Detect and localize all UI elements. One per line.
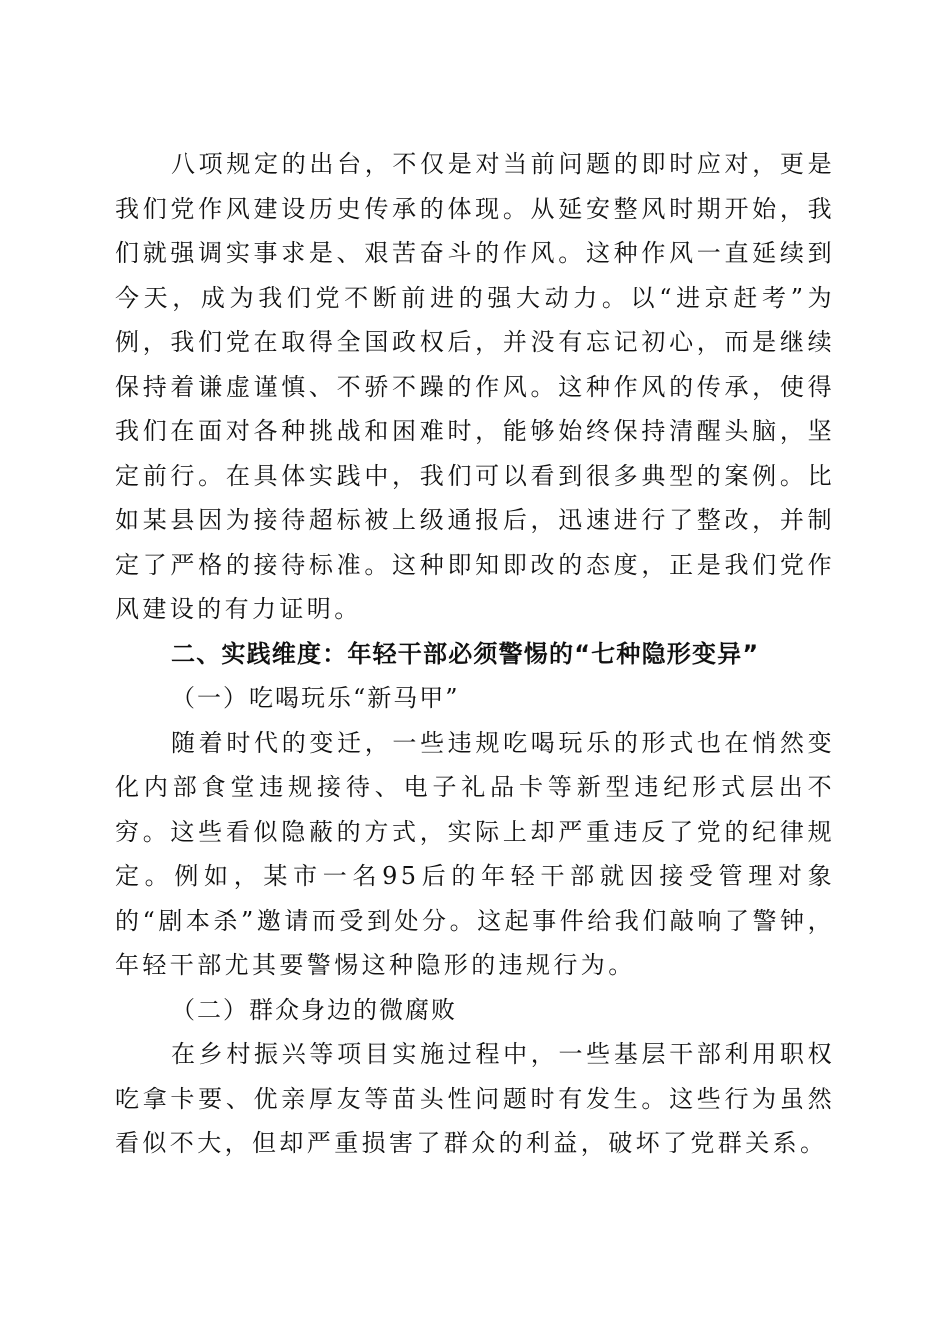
subheading-micro-corruption: （二）群众身边的微腐败 [171, 995, 457, 1024]
paragraph-rural-revitalization: 在乡村振兴等项目实施过程中，一些基层干部利用职权吃拿卡要、优亲厚友等苗头性问题时有发生。这些行为虽然看似不大，但却严重损害了群众的利益，破坏了党群关系。 [115, 1040, 835, 1157]
paragraph-eight-rules: 八项规定的出台，不仅是对当前问题的即时应对，更是我们党作风建设历史传承的体现。从延安整风时期开始，我们就强调实事求是、艰苦奋斗的作风。这种作风一直延续到今天，成为我们党不断前进的强大动力。以“进京赶考”为例，我们党在取得全国政权后，并没有忘记初心，而是继续保持着谦虚谨慎、不骄不躁的作风。这种作风的传承，使得我们在面对各种挑战和困难时，能够始终保持清醒头脑，坚定前行。在具体实践中，我们可以看到很多典型的案例。比如某县因为接待超标被上级通报后，迅速进行了整改，并制定了严格的接待标准。这种即知即改的态度，正是我们党作风建设的有力证明。 [115, 150, 835, 623]
subheading-eating-drinking: （一）吃喝玩乐“新马甲” [171, 684, 460, 712]
document-body [115, 142, 835, 1166]
paragraph-new-forms: 随着时代的变迁，一些违规吃喝玩乐的形式也在悄然变化内部食堂违规接待、电子礼品卡等新型违纪形式层出不穷。这些看似隐蔽的方式，实际上却严重违反了党的纪律规定。例如，某市一名95后的年轻干部就因接受管理对象的“剧本杀”邀请而受到处分。这起事件给我们敲响了警钟，年轻干部尤其要警惕这种隐形的违规行为。 [115, 728, 835, 979]
section-heading-practice: 二、实践维度：年轻干部必须警惕的“七种隐形变异” [171, 639, 760, 668]
